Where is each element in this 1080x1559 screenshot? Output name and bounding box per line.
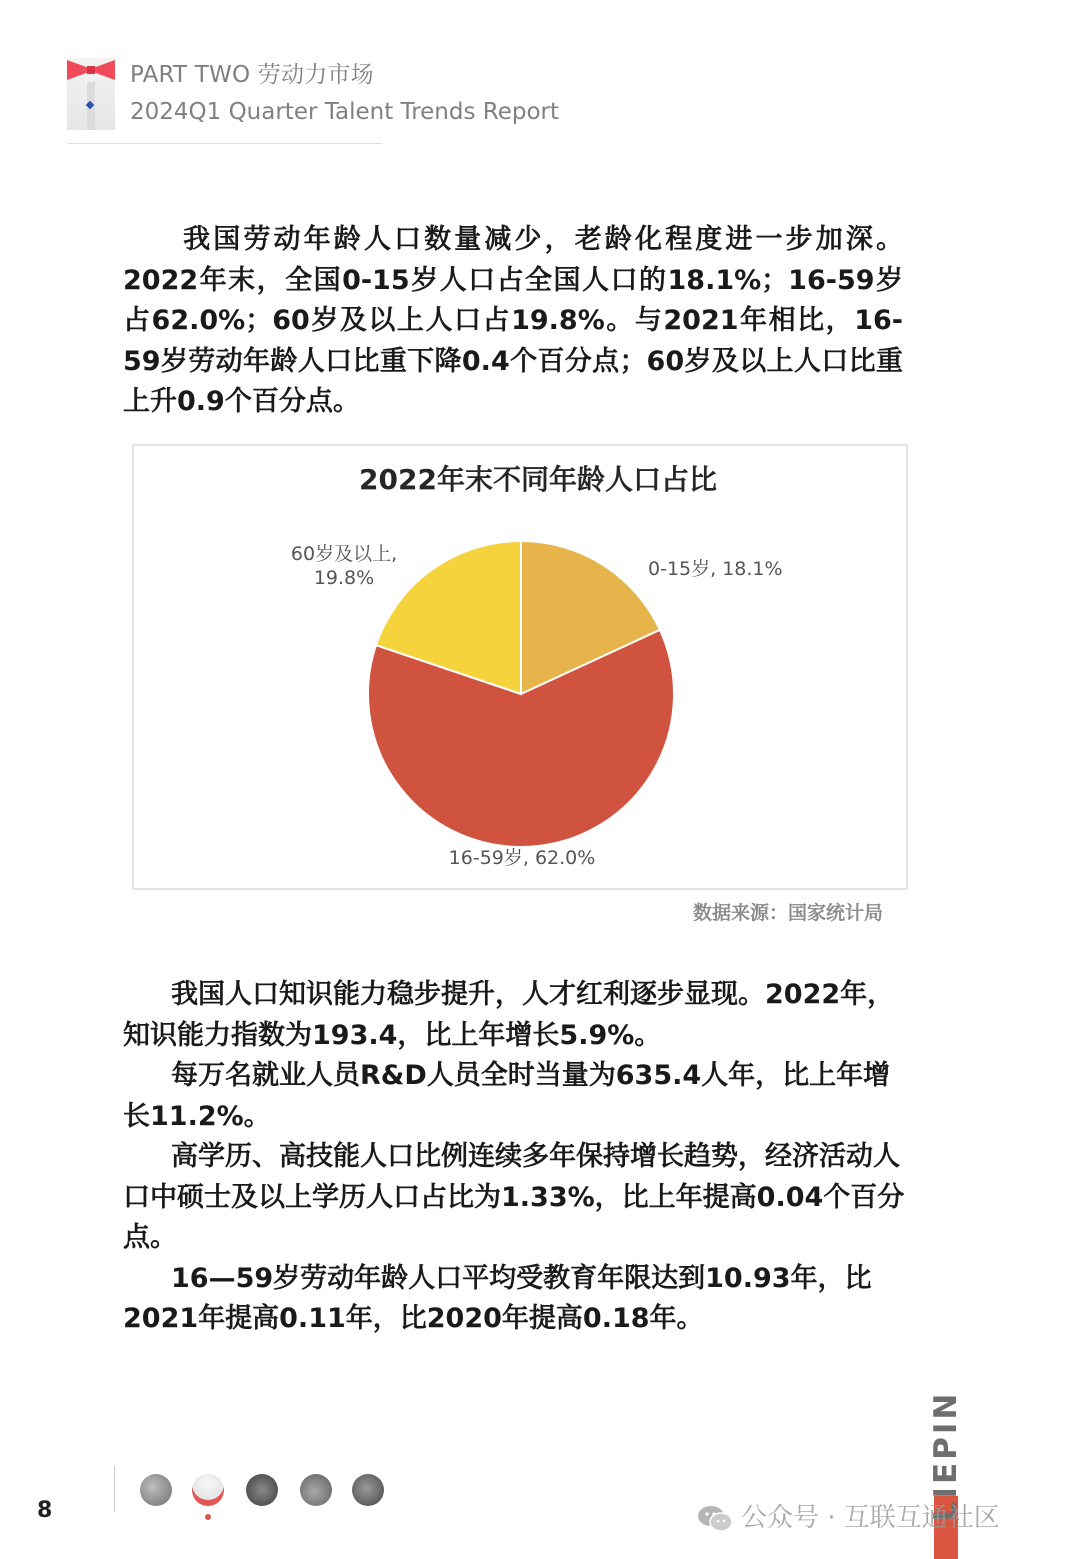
paragraph-knowledge: 我国人口知识能力稳步提升，人才红利逐步显现。2022年，知识能力指数为193.4，比上年增长5.9%。	[123, 979, 895, 1051]
wechat-watermark	[697, 1497, 1000, 1534]
chart-title: 2022年末不同年龄人口占比	[359, 463, 717, 496]
bowtie-icon	[67, 58, 115, 82]
watermark-text: 公众号 · 互联互通社区	[741, 1503, 1000, 1533]
pie-chart	[132, 444, 908, 890]
header-thumbnail	[67, 58, 115, 130]
intro-paragraph	[123, 220, 903, 423]
data-source: 数据来源：国家统计局	[693, 902, 884, 924]
page-thumbnails	[140, 1474, 400, 1524]
page-thumbnail-1[interactable]	[140, 1474, 172, 1506]
section-label: PART TWO 劳动力市场	[130, 62, 374, 88]
page-thumbnail-4[interactable]	[300, 1474, 332, 1506]
page-thumbnail-5[interactable]	[352, 1474, 384, 1506]
pie-label-3: 60岁及以上, 19.8%	[290, 543, 398, 589]
brand-logo-text: LIEPIN	[928, 1390, 964, 1522]
page-thumbnail-3[interactable]	[246, 1474, 278, 1506]
pie-label-2: 16-59岁, 62.0%	[448, 847, 596, 869]
paragraph-education-years: 16—59岁劳动年龄人口平均受教育年限达到10.93年，比2021年提高0.11年，比2020年提高0.18年。	[123, 1262, 872, 1334]
page-number: 8	[37, 1498, 53, 1523]
paragraph-rnd: 每万名就业人员R&D人员全时当量为635.4人年，比上年增长11.2%。	[123, 1060, 891, 1132]
pie-label-1: 0-15岁, 18.1%	[648, 558, 783, 580]
page-thumbnail-2[interactable]	[192, 1474, 224, 1506]
active-page-indicator	[205, 1514, 211, 1520]
footer-divider	[114, 1466, 115, 1512]
report-subtitle: 2024Q1 Quarter Talent Trends Report	[130, 99, 560, 125]
paragraph-education-ratio: 高学历、高技能人口比例连续多年保持增长趋势，经济活动人口中硕士及以上学历人口占比为1.33%，比上年提高0.04个百分点。	[123, 1141, 905, 1253]
intro-paragraph-text: 我国劳动年龄人口数量减少，老龄化程度进一步加深。2022年末，全国0-15岁人口占全国人口的18.1%；16-59岁占62.0%；60岁及以上人口占19.8%。与2021年相比，16-59岁劳动年龄人口比重下降0.4个百分点；60岁及以上人口比重上升0.9个百分点。	[123, 224, 903, 417]
wechat-icon	[697, 1504, 733, 1534]
header-divider	[67, 143, 382, 144]
body-paragraphs	[123, 975, 907, 1340]
